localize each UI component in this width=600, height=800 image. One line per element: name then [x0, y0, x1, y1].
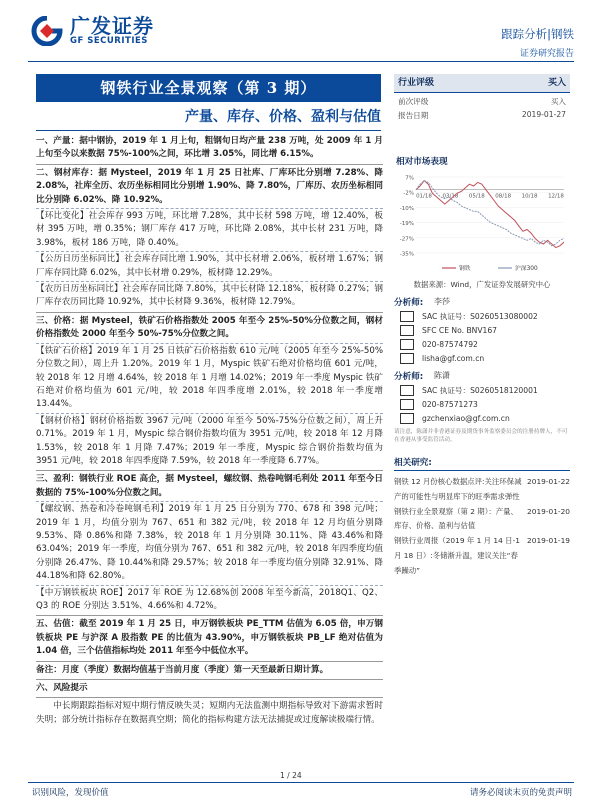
- analyst2-phone-row: [400, 399, 570, 410]
- section-production: 一、产量：据中钢协，2019 年 1 月上旬，粗钢旬日均产量 238 万吨，处 2009 年 1 月上旬至今以来数据 75%-100%之间，环比增 3.05%，同比增 6.15%。: [36, 136, 383, 160]
- sidebar: [394, 74, 570, 579]
- section-risk: 六、风险提示: [36, 683, 88, 694]
- y-tick-label: -27%: [399, 236, 414, 243]
- related-item[interactable]: [394, 475, 570, 505]
- data-source: 数据来源：Wind，广发证券发展研究中心: [413, 280, 551, 289]
- inventory-yoy-lunar: 【农历日历坐标同比】社会库存同比降 7.80%，其中长材降 12.18%，板材降 0.27%；钢厂库存农历同比降 10.92%，其中长材降 9.36%，板材降 12.79%。: [36, 284, 383, 308]
- mail-icon: [400, 413, 414, 424]
- header-divider: [28, 61, 574, 62]
- id-card-icon: [400, 325, 414, 336]
- logo-text-cn: 广发证券: [70, 14, 154, 38]
- footer-disclaimer: 请务必阅读末页的免责声明: [469, 788, 572, 798]
- divider: [36, 470, 383, 471]
- report-date-row: [394, 107, 570, 121]
- steel-price: 【钢材价格】钢材价格指数 3967 元/吨（2000 年至今 50%-75%分位数之间），周上升 0.71%。2019 年 1 月，Myspic 综合钢价指数均值为 3951 元/吨，较 2018 年 12 月降 1.53%，较 2018 年 1 月降 7.47%；2019 年一季度，Myspic 综合钢价指数均值为 3951 元/吨，较 2018 年四季度降 7.59%，较 2018 年一季度降 6.77%。: [36, 415, 383, 466]
- related-item[interactable]: [394, 505, 570, 535]
- gf-logo-icon: [30, 16, 64, 46]
- disclaimer: 请注意，陈潇并非香港证券及期货事务监察委员会的注册持牌人，不可在香港从事受监管活动。: [394, 429, 568, 443]
- report-type: 跟踪分析|钢铁: [501, 27, 574, 41]
- prev-rating-row: [394, 93, 570, 107]
- logo-text-en: GF SECURITIES: [70, 36, 148, 46]
- analyst2-name: 陈潇: [434, 371, 450, 380]
- analyst1-email-row: [400, 353, 570, 364]
- divider: [36, 312, 383, 313]
- legend-label: 钢铁: [459, 266, 471, 272]
- x-tick-label: 05/18: [468, 193, 485, 200]
- analyst1-email[interactable]: lisha@gf.com.cn: [422, 354, 485, 363]
- analyst2-email-row: [400, 413, 570, 424]
- risk-text: 中长期跟踪指标对短中期行情反映失灵；短期内无法监测中期指标导致对下游需求暂时失明；部分统计指标存在数据真空期；简化的指标构建方法无法捕捉或过度解读极端行情。: [36, 701, 383, 725]
- section-inventory: 二、钢材库存：据 Mysteel，2019 年 1 月 25 日社库、厂库环比分别增 7.28%、降 2.08%，社库全历、农历坐标相同比分别增 1.90%、降 7.80%，厂库历、农历坐标相同比分别降 6.02%、降 10.92%。: [36, 167, 383, 205]
- analyst2-sac: SAC 执证号：S0260518120001: [422, 386, 538, 395]
- analyst1-sfc-row: [400, 325, 570, 336]
- id-card-icon: [400, 311, 414, 322]
- related-list: [394, 475, 570, 579]
- inventory-yoy-solar: 【公历日历坐标同比】社会库存同比增 1.90%，其中长材增 2.06%，板材增 1.67%；钢厂库存同比降 6.02%，其中长材增 0.29%，板材降 12.29%。: [36, 254, 383, 278]
- rating-value: 买入: [547, 78, 566, 88]
- analyst1-sfc: SFC CE No. BNV167: [422, 326, 498, 335]
- prev-rating-label: 前次评级: [398, 97, 429, 106]
- rating-label: 行业评级: [398, 78, 435, 88]
- divider: [36, 251, 383, 252]
- report-title: 钢铁行业全景观察（第 3 期）: [36, 74, 381, 102]
- analyst2-phone: 020-87571273: [422, 400, 478, 409]
- report-body: [36, 135, 383, 727]
- section-profit: 三、盈利：钢铁行业 ROE 高企，据 Mysteel，螺纹钢、热卷吨钢毛利处 2011 年至今日数据的 75%-100%分位数之间。: [36, 474, 383, 498]
- analyst1-sac-row: [400, 311, 570, 322]
- analyst1-sac: SAC 执证号：S0260513080002: [422, 312, 538, 321]
- related-title[interactable]: 钢铁行业全景观察（第 2 期）：产量、库存、价格、盈利与估值: [394, 506, 518, 531]
- related-heading: 相关研究:: [394, 456, 570, 471]
- analyst1-phone-row: [400, 339, 570, 350]
- company-logo: [30, 14, 154, 48]
- divider: [36, 281, 383, 282]
- x-tick-label: 01/18: [416, 193, 432, 200]
- y-tick-label: -35%: [399, 251, 414, 258]
- related-date: 2019-01-22: [527, 477, 570, 486]
- analyst1-name: 李莎: [434, 297, 450, 306]
- analyst1-contacts: [394, 311, 570, 364]
- footer-slogan: 识别风险，发现价值: [32, 788, 109, 798]
- divider: [36, 413, 383, 414]
- divider: [36, 208, 383, 209]
- gross-margin: 【螺纹钢、热卷和冷卷吨钢毛利】2019 年 1 月 25 日分别为 770、678 和 398 元/吨；2019 年 1 月，均值分别为 767、651 和 382 元/吨，较 2018 年 12 月均值分别降 9.53%、降 0.86%和降 7.38%，较 2018 年 1 月分别降 30.11%、降 43.46%和降 63.04%；2019 年一季度，均值分别为 767、651 和 382 元/吨，较 2018 年四季度均值分别降 26.47%、降 10.44%和降 29.57%；较 2018 年一季度均值分别降 32.91%、降 44.18%和降 62.80%。: [36, 504, 383, 582]
- iron-ore-price: 【铁矿石价格】2019 年 1 月 25 日铁矿石价格指数 610 元/吨（2005 年至今 25%-50%分位数之间），周上升 1.20%。2019 年 1 月，Myspic 铁矿石绝对价格均值 601 元/吨，较 2018 年 12 月增 4.64%，较 2018 年 1 月增 14.02%；2019 年一季度 Myspic 铁矿石绝对价格均值为 601 元/吨，较 2018 年四季度增 2.01%，较 2018 年一季度增 13.44%。: [36, 345, 383, 410]
- prev-rating-value: 买入: [550, 97, 566, 106]
- analyst2-contacts: [394, 385, 570, 424]
- section-price: 三、价格：据 Mysteel，铁矿石价格指数处 2005 年至今 25%-50%分位数之间，钢材价格指数处 2000 年至今 50%-75%分位数之间。: [36, 315, 383, 340]
- x-tick-label: 12/18: [548, 193, 564, 200]
- analyst1-phone: 020-87574792: [422, 340, 478, 349]
- x-tick-label: 08/18: [495, 193, 512, 200]
- note: 备注：月度（季度）数据均值基于当前月度（季度）第一天至最新日期计算。: [36, 664, 329, 675]
- footer-divider: [28, 782, 574, 783]
- report-subtitle: 产量、库存、价格、盈利与估值: [185, 109, 381, 125]
- divider: [36, 679, 383, 680]
- divider: [36, 697, 383, 698]
- x-tick-label: 03/18: [442, 193, 459, 200]
- analyst-label: 分析师:: [394, 372, 424, 382]
- report-type-block: [501, 26, 574, 59]
- sector-roe: 【中万钢铁板块 ROE】2017 年 ROE 为 12.68%创 2008 年至今新高，2018Q1、Q2、Q3 的 ROE 分别达 3.51%、4.66%和 4.72%。: [36, 587, 383, 611]
- report-date-label: 报告日期: [398, 111, 429, 120]
- report-date-value: 2019-01-27: [521, 110, 566, 119]
- divider: [36, 501, 383, 502]
- related-date: 2019-01-20: [527, 506, 570, 516]
- related-title[interactable]: 钢铁行业周报（2019 年 1 月 14 日-1 月 18 日）:冬储渐升温，建议关注“春季躁动”: [394, 536, 520, 575]
- analyst1-block: [394, 296, 570, 308]
- x-tick-label: 10/18: [521, 193, 538, 200]
- inventory-mom: 【环比变化】社会库存 993 万吨，环比增 7.28%，其中长材 598 万吨，增 12.40%，板材 395 万吨，增 0.35%；钢厂库存 417 万吨，环比降 2.08%，其中长材 231 万吨，降 3.98%，板材 186 万吨，降 0.40%。: [36, 211, 383, 248]
- y-tick-label: -2%: [403, 190, 414, 197]
- series-line-hs300: [416, 181, 564, 246]
- subtitle-divider: [36, 130, 381, 131]
- divider: [36, 343, 383, 344]
- analyst-label: 分析师:: [394, 298, 424, 308]
- page-number: 1 / 24: [280, 771, 302, 780]
- chart-heading: 相对市场表现: [396, 157, 448, 167]
- phone-icon: [400, 399, 414, 410]
- analyst2-block: [394, 370, 570, 382]
- y-tick-label: 7%: [405, 175, 414, 182]
- relative-performance-chart: [394, 171, 570, 275]
- divider: [36, 164, 383, 165]
- related-item[interactable]: [394, 534, 570, 578]
- y-tick-label: -19%: [399, 221, 414, 228]
- id-card-icon: [400, 385, 414, 396]
- report-subtype: 证券研究报告: [519, 49, 574, 59]
- analyst2-email[interactable]: gzchenxiao@gf.com.cn: [422, 414, 510, 423]
- mail-icon: [400, 353, 414, 364]
- related-date: 2019-01-19: [527, 536, 570, 546]
- y-tick-label: -10%: [399, 205, 414, 212]
- rating-row: [394, 74, 570, 93]
- phone-icon: [400, 339, 414, 350]
- legend-label: 沪深300: [515, 266, 538, 272]
- divider: [36, 615, 383, 616]
- related-title[interactable]: 钢铁 12 月份核心数据点评:关注环保减产的可能性与明显库下的旺季需求弹性: [394, 477, 522, 501]
- divider: [36, 585, 383, 586]
- divider: [36, 661, 383, 662]
- section-valuation: 五、估值：截至 2019 年 1 月 25 日，申万钢铁板块 PE_TTM 估值为 6.05 倍，申万钢铁板块 PE 与沪深 A 股指数 PE 的比值为 43.90%，申万钢铁板块 PB_LF 绝对估值为 1.04 倍，三个估值指标均处 2011 年至今中低位水平。: [36, 619, 383, 657]
- analyst2-sac-row: [400, 385, 570, 396]
